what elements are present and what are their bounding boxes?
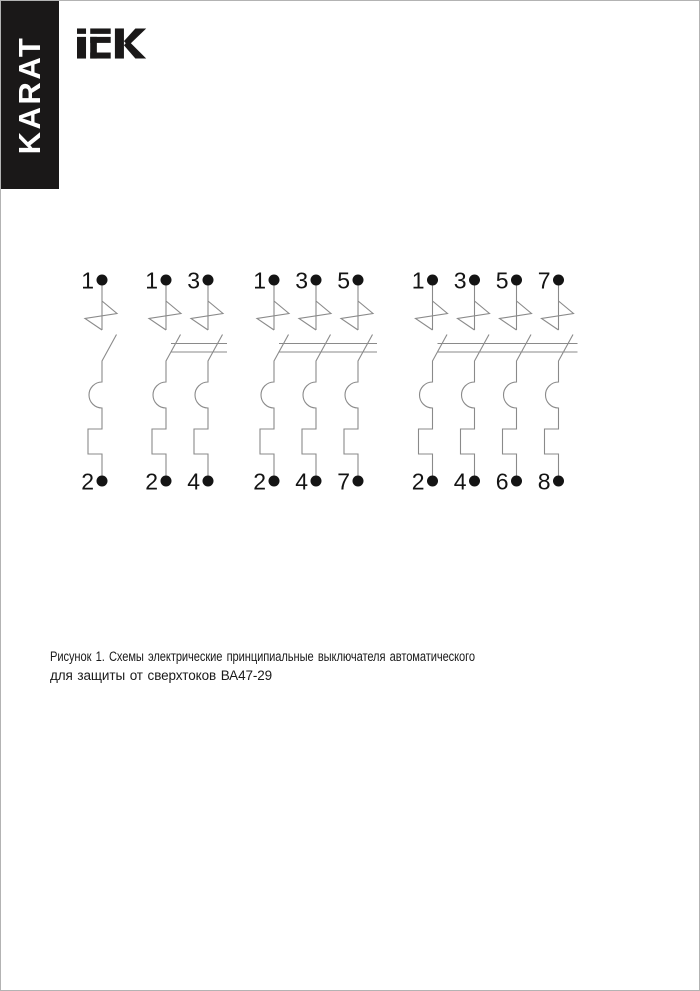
bottom-terminal-label: 4 bbox=[453, 468, 467, 495]
figure-caption-line1: Рисунок 1. Схемы электрические принципиальные выключателя автоматического bbox=[50, 649, 475, 664]
breaker-pole bbox=[341, 280, 373, 476]
circuit-breaker-schematics bbox=[1, 1, 699, 990]
bottom-terminal-label: 2 bbox=[81, 468, 94, 495]
top-terminal-dot bbox=[553, 275, 564, 286]
bottom-terminal-label: 4 bbox=[187, 468, 200, 495]
breaker-pole bbox=[191, 280, 223, 476]
breaker-4-pole bbox=[412, 268, 578, 495]
bottom-terminal-dot bbox=[161, 476, 172, 487]
breaker-pole bbox=[257, 280, 289, 476]
breaker-2-pole bbox=[145, 268, 227, 495]
top-terminal-label: 3 bbox=[295, 267, 308, 294]
bottom-terminal-dot bbox=[469, 476, 480, 487]
breaker-pole bbox=[500, 280, 532, 476]
figure-caption-line2: для защиты от сверхтоков ВА47-29 bbox=[50, 668, 273, 683]
bottom-terminal-label: 4 bbox=[295, 468, 308, 495]
top-terminal-dot bbox=[353, 275, 364, 286]
bottom-terminal-label: 2 bbox=[411, 468, 425, 495]
bottom-terminal-dot bbox=[311, 476, 322, 487]
top-terminal-dot bbox=[269, 275, 280, 286]
top-terminal-dot bbox=[511, 275, 522, 286]
top-terminal-label: 5 bbox=[337, 267, 350, 294]
bottom-terminal-label: 8 bbox=[537, 468, 551, 495]
top-terminal-label: 1 bbox=[411, 267, 425, 294]
top-terminal-dot bbox=[161, 275, 172, 286]
breaker-1-pole bbox=[81, 268, 117, 495]
top-terminal-label: 1 bbox=[81, 267, 94, 294]
breaker-pole bbox=[85, 280, 117, 476]
top-terminal-label: 3 bbox=[187, 267, 200, 294]
top-terminal-dot bbox=[469, 275, 480, 286]
top-terminal-label: 5 bbox=[495, 267, 509, 294]
top-terminal-dot bbox=[97, 275, 108, 286]
karat-brand-label: KARAT bbox=[12, 35, 47, 155]
bottom-terminal-label: 7 bbox=[337, 468, 350, 495]
bottom-terminal-label: 6 bbox=[495, 468, 509, 495]
top-terminal-dot bbox=[203, 275, 214, 286]
bottom-terminal-label: 2 bbox=[253, 468, 266, 495]
top-terminal-label: 3 bbox=[453, 267, 467, 294]
top-terminal-label: 1 bbox=[145, 267, 158, 294]
breaker-pole bbox=[542, 280, 574, 476]
bottom-terminal-dot bbox=[269, 476, 280, 487]
bottom-terminal-dot bbox=[511, 476, 522, 487]
breaker-pole bbox=[149, 280, 181, 476]
bottom-terminal-dot bbox=[97, 476, 108, 487]
bottom-terminal-dot bbox=[353, 476, 364, 487]
breaker-pole bbox=[416, 280, 448, 476]
bottom-terminal-dot bbox=[427, 476, 438, 487]
bottom-terminal-dot bbox=[203, 476, 214, 487]
bottom-terminal-label: 2 bbox=[145, 468, 158, 495]
breaker-3-pole bbox=[253, 268, 377, 495]
top-terminal-dot bbox=[311, 275, 322, 286]
top-terminal-dot bbox=[427, 275, 438, 286]
top-terminal-label: 1 bbox=[253, 267, 266, 294]
bottom-terminal-dot bbox=[553, 476, 564, 487]
breaker-pole bbox=[458, 280, 490, 476]
top-terminal-label: 7 bbox=[537, 267, 551, 294]
figure-caption bbox=[50, 647, 475, 685]
breaker-pole bbox=[299, 280, 331, 476]
